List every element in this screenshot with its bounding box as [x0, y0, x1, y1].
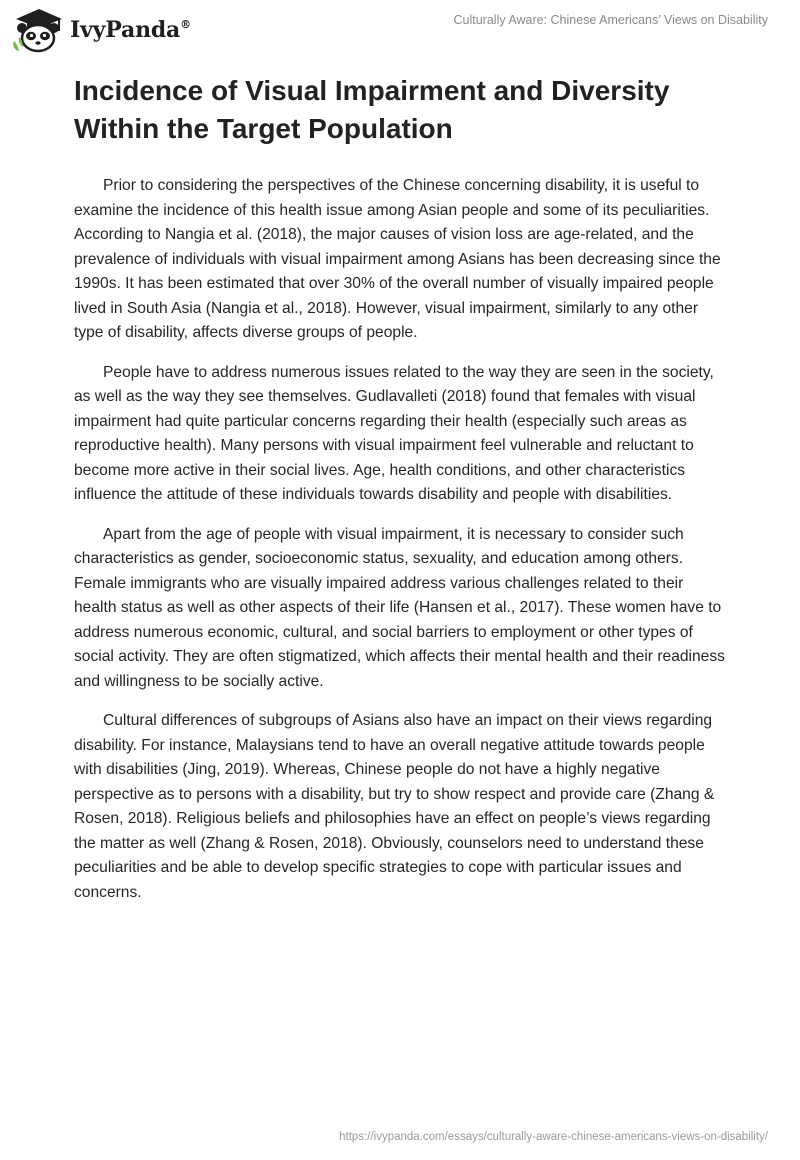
panda-graduation-cap-icon	[10, 7, 66, 53]
paragraph: Apart from the age of people with visual impairment, it is necessary to consider such characteristics as gender, socioeconomic status, sexuality, and education among others. Female immigrants who are visually impaired address various challenges related to their health status as well as other aspects of their life (Hansen et al., 2017). These women have to address numerous economic, cultural, and social barriers to employment or other types of social activity. They are often stigmatized, which affects their mental health and their readiness and willingness to be socially active.	[74, 525, 725, 690]
ivypanda-logo[interactable]	[10, 8, 191, 52]
paragraph: People have to address numerous issues related to the way they are seen in the society, as well as the way they see themselves. Gudlavalleti (2018) found that females with visual impairment had quite particular concerns regarding their health (especially such areas as reproductive health). Many persons with visual impairment feel vulnerable and reluctant to become more active in their social lives. Age, health conditions, and other characteristics influence the attitude of these individuals towards disability and people with disabilities.	[74, 363, 714, 503]
document-title: Culturally Aware: Chinese Americans’ Views on Disability	[453, 13, 768, 27]
brand-name: IvyPanda®	[70, 17, 191, 43]
source-url[interactable]: https://ivypanda.com/essays/culturally-aware-chinese-americans-views-on-disability/	[339, 1131, 768, 1143]
article-body	[74, 174, 728, 920]
paragraph: Cultural differences of subgroups of Asians also have an impact on their views regarding disability. For instance, Malaysians tend to have an overall negative attitude towards people with disabilities (Jing, 2019). Whereas, Chinese people do not have a highly negative perspective as to persons with a disability, but try to show respect and provide care (Zhang & Rosen, 2018). Religious beliefs and philosophies have an effect on people’s views regarding the matter as well (Zhang & Rosen, 2018). Obviously, counselors need to understand these peculiarities and be able to develop specific strategies to cope with particular issues and concerns.	[74, 712, 715, 901]
article-heading: Incidence of Visual Impairment and Diversity Within the Target Population	[74, 75, 670, 144]
registered-mark: ®	[180, 18, 191, 31]
paragraph: Prior to considering the perspectives of the Chinese concerning disability, it is useful to examine the incidence of this health issue among Asian people and some of its peculiarities. According to Nangia et al. (2018), the major causes of vision loss are age-related, and the prevalence of individuals with visual impairment among Asians has been decreasing since the 1990s. It has been estimated that over 30% of the overall number of visually impaired people lived in South Asia (Nangia et al., 2018). However, visual impairment, similarly to any other type of disability, affects diverse groups of people.	[74, 177, 721, 341]
page-header	[0, 0, 800, 60]
